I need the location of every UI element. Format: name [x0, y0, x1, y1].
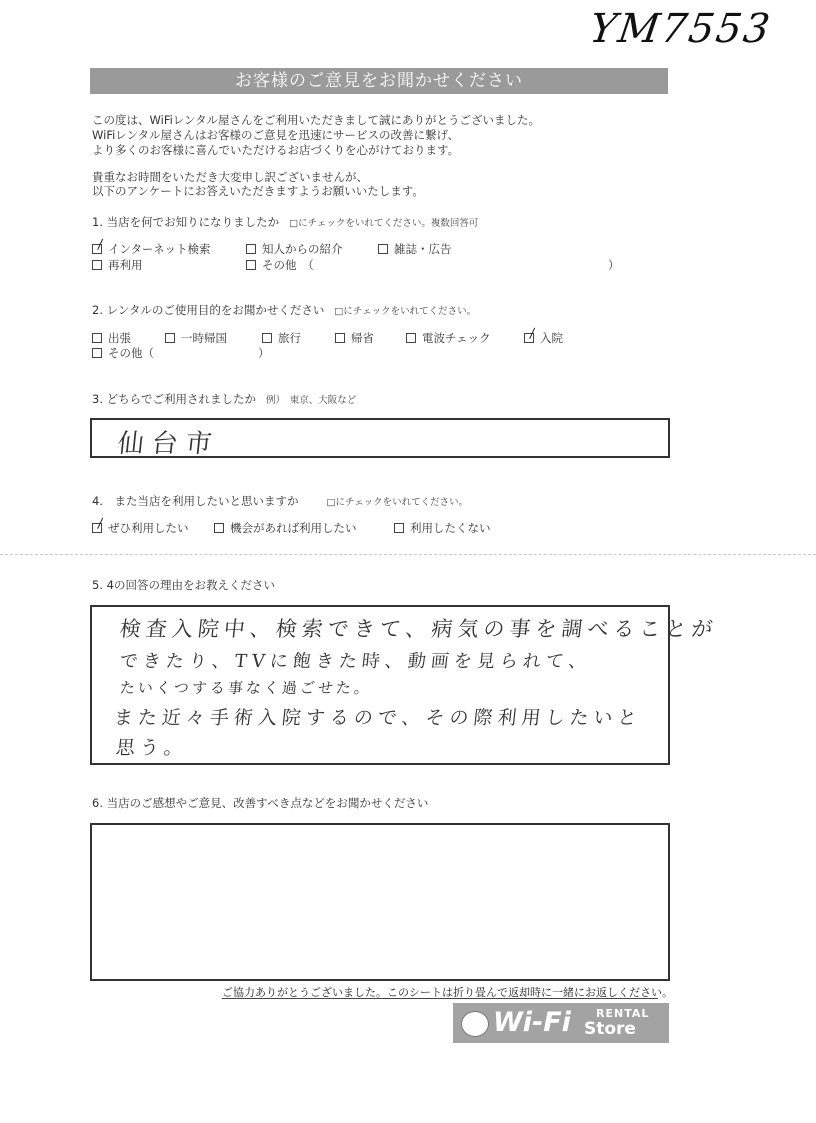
q1-option-magazine[interactable] [378, 241, 452, 257]
checkbox-icon[interactable] [246, 260, 256, 270]
q4-title [92, 493, 468, 509]
checkbox-icon[interactable] [335, 333, 345, 343]
q5-title: 5. 4の回答の理由をお教えください [92, 578, 275, 592]
q2-option-homecoming[interactable] [335, 330, 374, 346]
q2-option-label: その他（ [108, 346, 154, 360]
q2-title-text: 2. レンタルのご使用目的をお聞かせください [92, 303, 325, 317]
q5-answer-line-1: 検査入院中、検索できて、病気の事を調べることが [118, 617, 719, 641]
q1-option-other[interactable] [246, 257, 314, 273]
q1-option-reuse[interactable] [92, 257, 143, 273]
q1-option-label: その他 （ [262, 258, 314, 272]
intro-line-5: 貴重なお時間をいただき大変申し訳ございませんが、 [92, 170, 368, 184]
intro-line-6: 以下のアンケートにお答えいただきますようお願いいたします。 [92, 184, 424, 198]
q2-option-travel[interactable] [262, 330, 301, 346]
q1-option-label: 雑誌・広告 [394, 242, 452, 256]
q5-answer-line-3: たいくつする事なく過ごせた。 [119, 679, 373, 697]
checkbox-icon[interactable] [214, 523, 224, 533]
q2-option-hospital[interactable] [524, 330, 563, 346]
q2-option-label: 旅行 [278, 331, 301, 345]
checkbox-icon[interactable] [92, 348, 102, 358]
fold-line [0, 554, 816, 555]
intro-line-3: より多くのお客様に喜んでいただけるお店づくりを心がけております。 [92, 143, 460, 157]
q5-answer-line-4: また近々手術入院するので、その際利用したいと [112, 707, 643, 729]
intro-line-2: WiFiレンタル屋さんはお客様のご意見を迅速にサービスの改善に繋げ、 [92, 128, 460, 142]
q1-title-text: 1. 当店を何でお知りになりましたか [92, 215, 280, 229]
q4-note: □にチェックをいれてください。 [326, 497, 469, 508]
wifi-rental-store-logo [453, 1003, 669, 1043]
q5-answer-line-5: 思う。 [114, 737, 190, 759]
q1-title [92, 214, 478, 230]
q2-option-business[interactable] [92, 330, 131, 346]
q3-answer-box[interactable] [90, 418, 670, 458]
checkbox-icon[interactable] [92, 260, 102, 270]
checkbox-icon[interactable] [92, 333, 102, 343]
q5-answer-box[interactable] [90, 605, 719, 765]
q3-title-text: 3. どちらでご利用されましたか [92, 392, 257, 406]
q2-option-label: 帰省 [351, 331, 374, 345]
reference-number: YM7553 [586, 6, 775, 52]
checkbox-icon[interactable] [394, 523, 404, 533]
intro-line-1: この度は、WiFiレンタル屋さんをご利用いただきまして誠にありがとうございました。 [92, 113, 541, 127]
q4-option-label: 機会があれば利用したい [230, 521, 357, 535]
checkbox-checked-icon[interactable] [92, 244, 102, 254]
checkbox-checked-icon[interactable] [524, 333, 534, 343]
q4-option-maybe[interactable] [214, 520, 357, 536]
q2-other-close-paren: ） [258, 346, 270, 360]
footer-divider [222, 998, 658, 999]
q4-title-text: 4. また当店を利用したいと思いますか [92, 494, 299, 508]
page-title: お客様のご意見をお聞かせください [90, 68, 668, 94]
checkbox-icon[interactable] [406, 333, 416, 343]
logo-store-text: Store [584, 1019, 636, 1039]
q5-answer-line-2: できたり、TVに飽きた時、動画を見られて、 [118, 651, 593, 672]
q1-other-close-paren: ） [608, 258, 620, 272]
q2-title [92, 302, 476, 318]
q6-title: 6. 当店のご感想やご意見、改善すべき点などをお聞かせください [92, 796, 429, 810]
checkbox-icon[interactable] [378, 244, 388, 254]
mascot-icon [461, 1011, 489, 1037]
q2-option-label: 一時帰国 [181, 331, 227, 345]
q2-option-signal-check[interactable] [406, 330, 491, 346]
q3-title [92, 391, 356, 407]
q4-option-label: 利用したくない [410, 521, 491, 535]
q1-option-referral[interactable] [246, 241, 343, 257]
q4-option-definitely[interactable] [92, 520, 189, 536]
q1-option-label: 再利用 [108, 258, 143, 272]
logo-rental-text: RENTAL [596, 1007, 650, 1020]
q2-note: □にチェックをいれてください。 [334, 306, 477, 317]
q1-option-label: インターネット検索 [108, 242, 211, 256]
q4-option-label: ぜひ利用したい [108, 521, 189, 535]
q1-option-label: 知人からの紹介 [262, 242, 343, 256]
checkbox-icon[interactable] [165, 333, 175, 343]
checkbox-icon[interactable] [246, 244, 256, 254]
q2-option-label: 出張 [108, 331, 131, 345]
footer-thanks: ご協力ありがとうございました。このシートは折り畳んで返却時に一緒にお返しください。 [222, 986, 673, 999]
q1-note: □にチェックをいれてください。複数回答可 [289, 218, 479, 229]
logo-wifi-text: Wi-Fi [493, 1007, 571, 1038]
q3-note: 例） 東京、大阪など [266, 395, 357, 406]
q3-answer: 仙台市 [116, 429, 222, 459]
checkbox-checked-icon[interactable] [92, 523, 102, 533]
q2-option-temp-return[interactable] [165, 330, 227, 346]
q2-option-label: 入院 [540, 331, 563, 345]
q2-option-other[interactable] [92, 345, 154, 361]
q1-option-internet[interactable] [92, 241, 210, 257]
q6-answer-box[interactable] [90, 823, 670, 981]
checkbox-icon[interactable] [262, 333, 272, 343]
q4-option-no[interactable] [394, 520, 491, 536]
q2-option-label: 電波チェック [422, 331, 491, 345]
